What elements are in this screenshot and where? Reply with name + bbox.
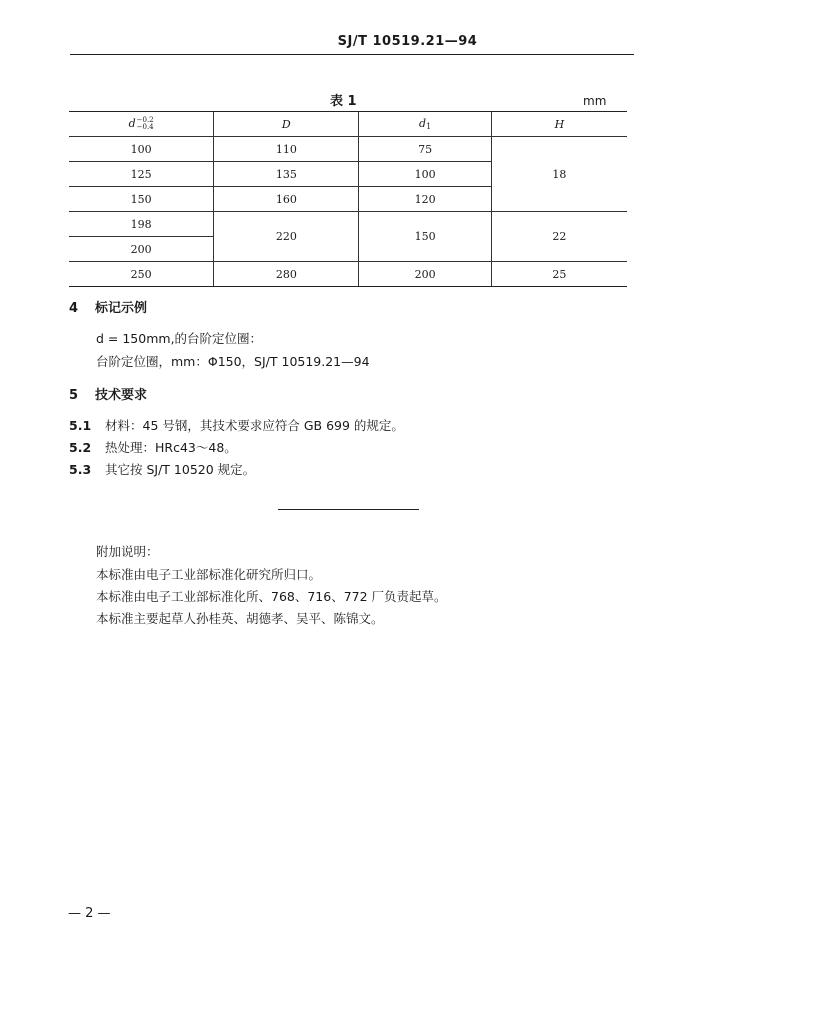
clause-5-1: 5.1 材料：45 号钢，其技术要求应符合 GB 699 的规定。: [69, 418, 404, 433]
table-row: [69, 212, 627, 237]
marking-example-line-1: d = 150mm,的台阶定位圈：: [96, 331, 263, 346]
table-header-row: [69, 112, 627, 137]
notes-line-2: 本标准由电子工业部标准化所、768、716、772 厂负责起草。: [96, 589, 447, 604]
notes-title: 附加说明：: [96, 544, 159, 559]
marking-example-line-2: 台阶定位圈，mm：Φ150，SJ/T 10519.21—94: [96, 354, 370, 369]
cell-D: 280: [214, 262, 359, 287]
notes-line-3: 本标准主要起草人孙桂英、胡德孝、吴平、陈锦文。: [96, 611, 384, 626]
cell-D: 135: [214, 162, 359, 187]
cell-d1: 120: [359, 187, 491, 212]
cell-d: 200: [69, 237, 214, 262]
cell-H-merged: 22: [491, 212, 627, 262]
cell-d1-merged: 150: [359, 212, 491, 262]
clause-5-2: 5.2 热处理：HRc43～48。: [69, 440, 237, 455]
cell-D: 160: [214, 187, 359, 212]
header-D: D: [214, 112, 359, 137]
cell-d: 198: [69, 212, 214, 237]
cell-d: 100: [69, 137, 214, 162]
cell-H-merged: 18: [491, 137, 627, 212]
clause-5-3: 5.3 其它按 SJ/T 10520 规定。: [69, 462, 256, 477]
d-tolerance: −0.2 −0.4: [136, 116, 154, 131]
table-row: [69, 137, 627, 162]
notes-line-1: 本标准由电子工业部标准化研究所归口。: [96, 567, 322, 582]
table-unit: mm: [583, 94, 607, 108]
section-5-heading: 5 技术要求: [69, 388, 148, 403]
dimension-table: [69, 111, 627, 287]
header-H: H: [491, 112, 627, 137]
cell-d1: 200: [359, 262, 491, 287]
document-code: SJ/T 10519.21—94: [337, 34, 478, 49]
end-of-text-rule: [278, 509, 419, 510]
section-4-heading: 4 标记示例: [69, 301, 148, 316]
cell-d1: 75: [359, 137, 491, 162]
cell-D: 110: [214, 137, 359, 162]
cell-D-merged: 220: [214, 212, 359, 262]
table-title: 表 1: [330, 94, 357, 109]
table-row: [69, 262, 627, 287]
header-rule: [70, 54, 634, 55]
header-d1: $d_1$: [359, 112, 491, 137]
header-d: d−0.2 −0.4: [69, 112, 214, 137]
cell-d: 150: [69, 187, 214, 212]
cell-d1: 100: [359, 162, 491, 187]
cell-d: 250: [69, 262, 214, 287]
cell-d: 125: [69, 162, 214, 187]
page-number: — 2 —: [68, 906, 111, 921]
cell-H: 25: [491, 262, 627, 287]
